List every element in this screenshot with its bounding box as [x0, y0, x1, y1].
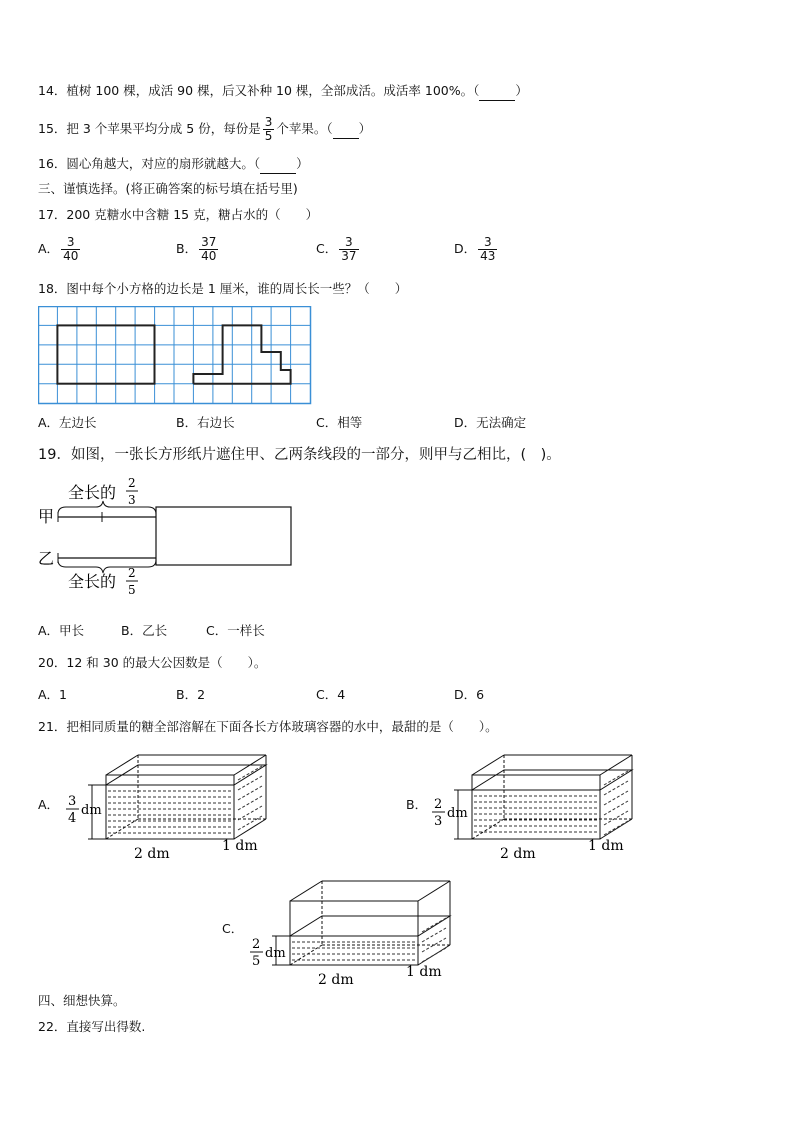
svg-text:2: 2 [128, 566, 136, 580]
svg-text:1 dm: 1 dm [588, 838, 624, 854]
answer-blank[interactable] [260, 155, 296, 174]
svg-text:5: 5 [252, 954, 261, 969]
svg-text:3: 3 [434, 814, 443, 829]
svg-text:dm: dm [81, 803, 102, 818]
close-paren: ） [515, 83, 528, 98]
left-rectangle-shape [57, 325, 154, 383]
close-paren: ） [358, 121, 372, 136]
answer-blank[interactable] [479, 82, 515, 101]
top-label: 全长的 [68, 483, 117, 502]
question-15 [38, 116, 371, 143]
fraction: $\frac{3}{5}$ [264, 115, 273, 143]
label-jia: 甲 [38, 507, 55, 526]
svg-text:dm: dm [447, 806, 468, 821]
q21-option-a-label[interactable]: A． [38, 797, 60, 812]
svg-text:2 dm: 2 dm [318, 972, 354, 988]
section-3-heading: 三、谨慎选择。(将正确答案的标号填在括号里) [38, 181, 298, 196]
svg-text:dm: dm [265, 946, 286, 961]
q17-option-a[interactable]: A． $\frac{3}{40}$ [38, 235, 79, 263]
container-b-figure [428, 750, 636, 862]
svg-text:2 dm: 2 dm [500, 846, 536, 862]
q19-option-b[interactable]: B．乙长 [121, 623, 168, 638]
svg-text:1 dm: 1 dm [222, 838, 258, 854]
q20-option-d[interactable]: D．6 [454, 687, 485, 702]
question-21: 21．把相同质量的糖全部溶解在下面各长方体玻璃容器的水中，最甜的是（ ）。 [38, 719, 498, 734]
q19-segments-figure [36, 474, 298, 600]
question-17: 17．200 克糖水中含糖 15 克，糖占水的（ ） [38, 207, 319, 222]
svg-text:3: 3 [128, 493, 136, 507]
question-19: 19．如图，一张长方形纸片遮住甲、乙两条线段的一部分，则甲与乙相比，( )。 [38, 447, 561, 463]
q18-option-b[interactable]: B．右边长 [176, 415, 235, 430]
question-18: 18．图中每个小方格的边长是 1 厘米，谁的周长长一些？（ ） [38, 281, 408, 296]
q18-option-a[interactable]: A．左边长 [38, 415, 97, 430]
question-22: 22．直接写出得数. [38, 1019, 146, 1034]
q18-option-d[interactable]: D．无法确定 [454, 415, 527, 430]
close-paren: ） [296, 156, 309, 171]
label-yi: 乙 [38, 549, 55, 568]
question-15-text-post: 个苹果。（ [276, 121, 333, 136]
question-16-text: 16．圆心角越大，对应的扇形就越大。（ [38, 156, 261, 171]
q17-option-b[interactable]: B． $\frac{37}{40}$ [176, 235, 217, 263]
answer-blank[interactable] [333, 120, 359, 139]
container-c-figure [246, 876, 454, 988]
question-14 [38, 82, 528, 101]
q17-option-c[interactable]: C． $\frac{3}{37}$ [316, 235, 357, 263]
question-16 [38, 155, 309, 174]
q17-option-d[interactable]: D． $\frac{3}{43}$ [454, 235, 496, 263]
q21-option-b-label[interactable]: B． [406, 797, 428, 812]
svg-text:3: 3 [68, 794, 77, 809]
question-20: 20．12 和 30 的最大公因数是（ ）。 [38, 655, 267, 670]
svg-text:2: 2 [252, 937, 261, 952]
svg-text:1 dm: 1 dm [406, 964, 442, 980]
q20-option-a[interactable]: A．1 [38, 687, 68, 702]
q20-option-b[interactable]: B．2 [176, 687, 206, 702]
q19-option-c[interactable]: C．一样长 [206, 623, 265, 638]
q19-option-a[interactable]: A．甲长 [38, 623, 85, 638]
svg-text:2: 2 [128, 476, 136, 490]
svg-text:2 dm: 2 dm [134, 846, 170, 862]
container-a-figure [62, 750, 270, 862]
section-4-heading: 四、细想快算。 [38, 993, 126, 1008]
bottom-label: 全长的 [68, 572, 117, 591]
question-14-text: 14．植树 100 棵，成活 90 棵，后又补种 10 棵，全部成活。成活率 100%。（ [38, 83, 480, 98]
question-15-text: 15．把 3 个苹果平均分成 5 份，每份是 [38, 121, 261, 136]
q20-option-c[interactable]: C．4 [316, 687, 346, 702]
q18-grid-figure [38, 306, 312, 406]
right-stair-shape [193, 325, 290, 383]
svg-text:2: 2 [434, 797, 443, 812]
q21-option-c-label[interactable]: C． [222, 921, 244, 936]
svg-text:5: 5 [128, 583, 136, 597]
q18-option-c[interactable]: C．相等 [316, 415, 363, 430]
svg-text:4: 4 [68, 811, 77, 826]
